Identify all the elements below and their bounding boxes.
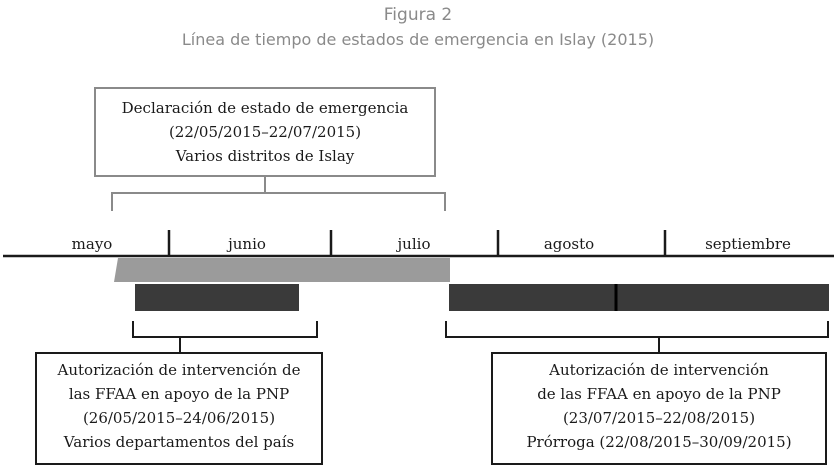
month-label-junio: junio <box>228 235 266 253</box>
declaration-line-3: Varios distritos de Islay <box>175 147 355 165</box>
month-label-julio: julio <box>397 235 431 253</box>
armed-forces-first-line-4: Varios departamentos del país <box>63 433 295 451</box>
month-label-agosto: agosto <box>543 235 595 253</box>
armed-forces-second-period-bar <box>449 284 829 311</box>
armed-forces-second-line-1: Autorización de intervención <box>549 361 769 379</box>
armed-forces-first-period-bar <box>135 284 299 311</box>
declaration-line-1: Declaración de estado de emergencia <box>121 99 409 117</box>
figure-title: Línea de tiempo de estados de emergencia en Islay (2015) <box>181 30 655 49</box>
month-label-septiembre: septiembre <box>705 235 791 253</box>
armed-forces-second-line-2: de las FFAA en apoyo de la PNP <box>537 385 781 403</box>
armed-forces-first-line-2: las FFAA en apoyo de la PNP <box>68 385 290 403</box>
armed-forces-second-line-4: Prórroga (22/08/2015–30/09/2015) <box>526 433 792 451</box>
declaration-line-2: (22/05/2015–22/07/2015) <box>168 123 362 141</box>
declaration-bracket <box>112 177 445 211</box>
armed-forces-first-line-1: Autorización de intervención de <box>57 361 301 379</box>
armed-forces-first-line-3: (26/05/2015–24/06/2015) <box>82 409 276 427</box>
month-label-mayo: mayo <box>71 235 113 253</box>
armed-forces-second-bracket <box>446 321 828 352</box>
declaration-period-bar <box>114 258 450 282</box>
figure-label: Figura 2 <box>383 5 453 25</box>
armed-forces-second-line-3: (23/07/2015–22/08/2015) <box>562 409 756 427</box>
armed-forces-first-bracket <box>133 321 317 352</box>
